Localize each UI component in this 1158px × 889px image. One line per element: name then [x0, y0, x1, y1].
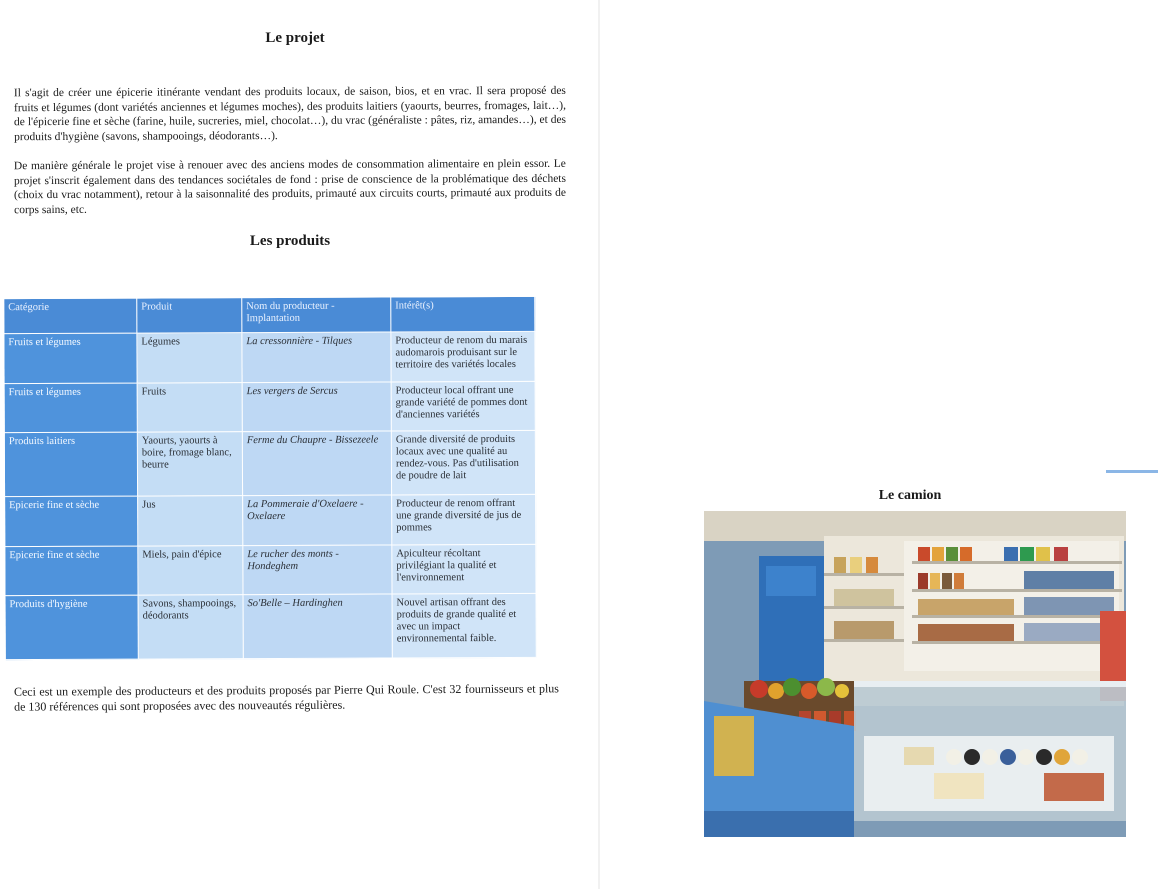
- header-produit: Produit: [137, 298, 242, 333]
- table-header-row: [4, 296, 535, 333]
- products-table-wrapper: [3, 296, 537, 660]
- cell-product: Yaourts, yaourts à boire, fromage blanc, beurre: [137, 432, 242, 496]
- cell-product: Légumes: [137, 333, 242, 383]
- cell-category: Produits laitiers: [4, 432, 137, 496]
- cell-interest: Apiculteur récoltant privilégiant la qualité et l'environnement: [392, 544, 536, 594]
- page-divider: [598, 0, 600, 889]
- cell-product: Jus: [138, 496, 243, 546]
- products-table: [3, 296, 537, 660]
- header-interets: Intérêt(s): [391, 296, 535, 332]
- table-row: [4, 431, 535, 497]
- cell-producer: Les vergers de Sercus: [242, 382, 391, 432]
- cell-producer: So'Belle – Hardinghen: [243, 594, 392, 658]
- cell-interest: Producteur de renom du marais audomarois produisant sur le territoire des variétés locales: [391, 331, 535, 381]
- cell-category: Fruits et légumes: [4, 383, 137, 433]
- header-categorie: Catégorie: [4, 298, 137, 334]
- section-title-produits: Les produits: [249, 233, 331, 249]
- table-row: [4, 381, 535, 433]
- header-producteur: Nom du producteur - Implantation: [242, 297, 391, 333]
- decorative-blue-line: [1106, 470, 1158, 473]
- section-title-camion: Le camion: [878, 488, 942, 503]
- cell-category: Epicerie fine et sèche: [5, 546, 138, 596]
- cell-category: Fruits et légumes: [4, 333, 137, 383]
- table-row: [5, 494, 536, 546]
- cell-interest: Grande diversité de produits locaux avec une qualité au rendez-vous. Pas d'utilisation de poudre de lait: [391, 431, 535, 495]
- cell-product: Miels, pain d'épice: [138, 545, 243, 595]
- cell-category: Epicerie fine et sèche: [5, 496, 138, 546]
- cell-producer: La Pommeraie d'Oxelaere - Oxelaere: [243, 495, 392, 545]
- cell-category: Produits d'hygiène: [5, 595, 138, 659]
- cell-interest: Producteur local offrant une grande variété de pommes dont d'anciennes variétés: [391, 381, 535, 431]
- cell-interest: Nouvel artisan offrant des produits de grande qualité et avec un impact environnemental faible.: [392, 594, 536, 658]
- producers-summary-paragraph: Ceci est un exemple des producteurs et des produits proposés par Pierre Qui Roule. C'est 32 fournisseurs et plus de 130 références qui sont proposées avec des nouveautés régulières.: [13, 681, 559, 714]
- project-paragraph-2: De manière générale le projet vise à renouer avec des anciens modes de consommation alimentaire en plein essor. Le projet s'inscrit également dans des tendances sociétales de fond : prise de conscience de la problématique des déchets (choix du vrac notamment), retour à la saisonnalité des produits, primauté aux circuits courts, primauté aux produits de corps sains, etc.: [13, 157, 567, 216]
- cell-interest: Producteur de renom offrant une grande diversité de jus de pommes: [392, 494, 536, 544]
- truck-interior-photo: [704, 511, 1126, 837]
- table-row: [5, 544, 536, 596]
- project-paragraph-1: Il s'agit de créer une épicerie itinérante vendant des produits locaux, de saison, bios, et en vrac. Il sera proposé des fruits et légumes (dont variétés anciennes et légumes moches), des produits laitiers (yaourts, beurres, fromages, lait…), de l'épicerie fine et sèche (farine, huile, sucreries, miel, chocolat…), du vrac (généraliste : pâtes, riz, amandes…), et des produits d'hygiène (savons, shampooings, déodorants…).: [13, 84, 567, 143]
- table-row: [4, 331, 535, 383]
- cell-product: Fruits: [137, 382, 242, 432]
- cell-producer: Ferme du Chaupre - Bissezeele: [242, 431, 391, 495]
- cell-producer: La cressonnière - Tilques: [242, 332, 391, 382]
- table-row: [5, 594, 536, 660]
- section-title-projet: Le projet: [265, 30, 325, 46]
- cell-product: Savons, shampooings, déodorants: [138, 595, 243, 659]
- cell-producer: Le rucher des monts - Hondeghem: [243, 545, 392, 595]
